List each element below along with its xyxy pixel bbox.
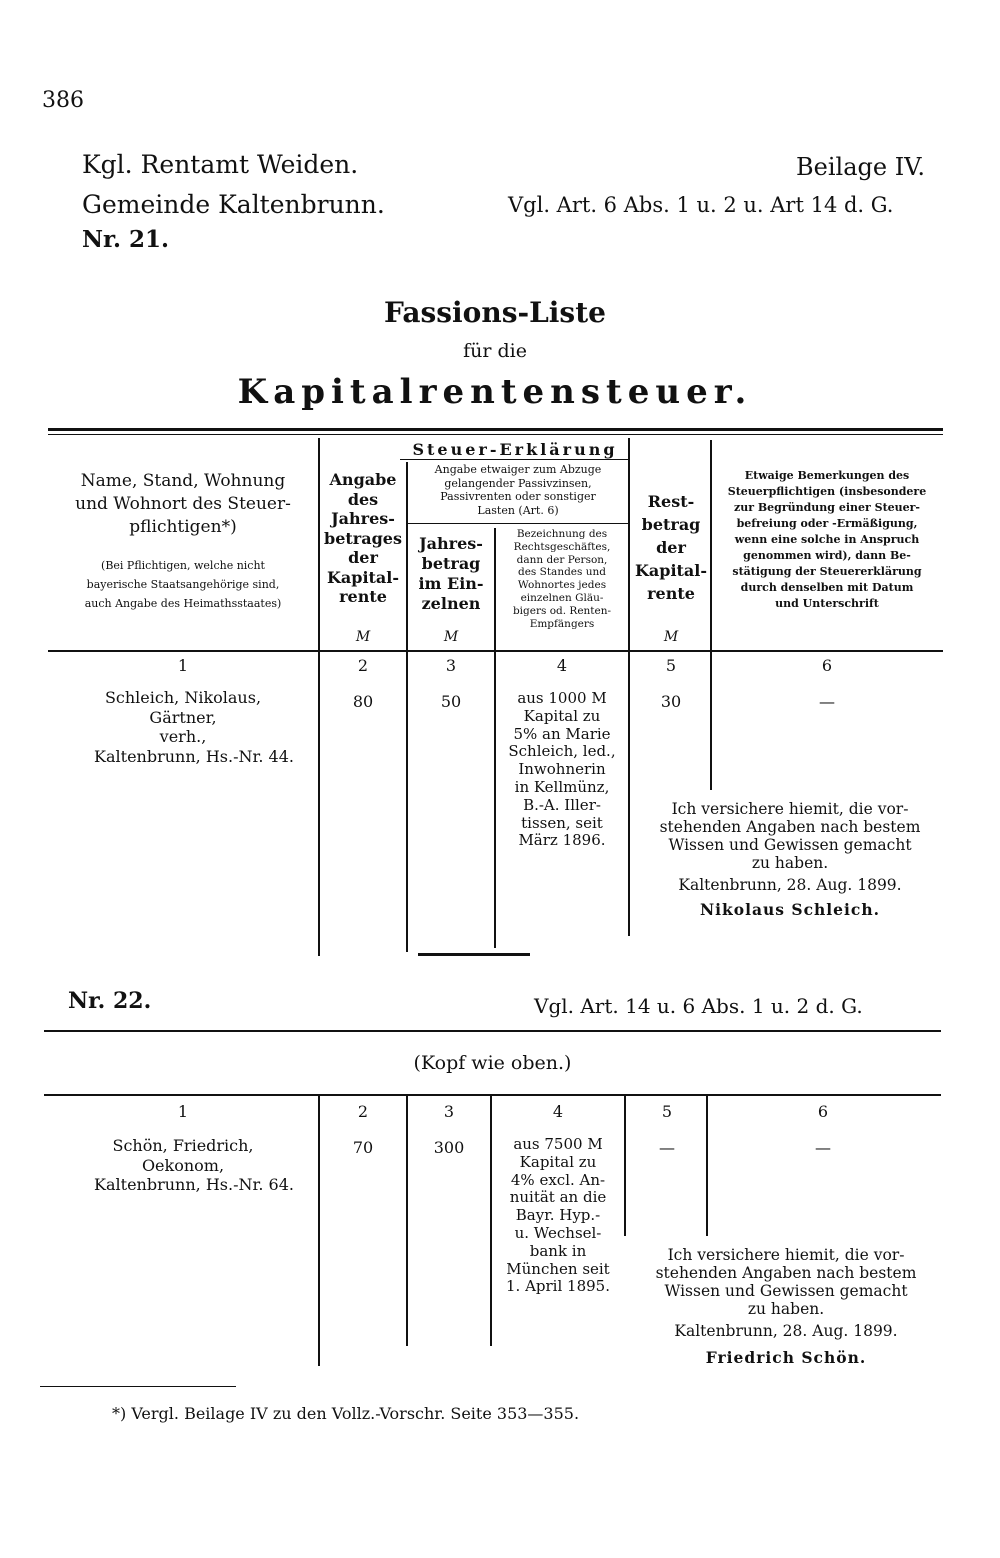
entry2-remarks: — <box>815 1138 831 1157</box>
column-divider-1 <box>318 438 320 956</box>
entry2-column-divider-1 <box>318 1096 320 1366</box>
entry2-signature: Friedrich Schön. <box>705 1348 867 1367</box>
entry2-column-number-3: 3 <box>443 1102 455 1121</box>
entry2-amount: 70 <box>352 1138 374 1157</box>
col6-header: Etwaige Bemerkungen des Steuerpflichtigen (insbesondere zur Begründung einer Steuer- befreiung oder -Ermäßigung, wenn eine solche in Anspruch genommen wird), dann Be- stätigung der Steuererklärung durch denselben mit Datum und Unterschrift <box>727 469 927 610</box>
group-header: Steuer-Erklärung <box>412 440 618 459</box>
entry2-top-rule <box>44 1030 941 1032</box>
currency-col2: M <box>355 629 371 645</box>
attachment-label: Beilage IV. <box>796 153 925 181</box>
column-divider-5 <box>710 440 712 790</box>
column-number-1: 1 <box>177 656 189 675</box>
column-number-4: 4 <box>556 656 568 675</box>
entry1-declaration: Ich versichere hiemit, die vor- stehenden Angaben nach bestem Wissen und Gewissen gemacht zu haben. <box>659 800 921 872</box>
col1-header: Name, Stand, Wohnung und Wohnort des Steuer- pflichtigen*) <box>75 471 291 537</box>
entry2-column-number-6: 6 <box>817 1102 829 1121</box>
tax-title: Kapitalrentensteuer. <box>237 372 753 412</box>
entry2-deduction: 300 <box>433 1138 465 1157</box>
entry1-name: Schleich, Nikolaus, Gärtner, verh., Kaltenbrunn, Hs.-Nr. 44. <box>94 688 294 766</box>
entry2-declaration: Ich versichere hiemit, die vor- stehenden Angaben nach bestem Wissen und Gewissen gemacht zu haben. <box>655 1246 917 1318</box>
page-number: 386 <box>42 88 84 113</box>
entry1-rest: 30 <box>660 692 682 711</box>
entry2-number: Nr. 22. <box>68 988 152 1014</box>
currency-col5: M <box>663 629 679 645</box>
col2-header: Angabe des Jahres- betrages der Kapital- rente <box>324 470 402 606</box>
entry2-column-divider-5 <box>706 1096 708 1236</box>
table-top-rule-thin <box>48 434 943 435</box>
col3-header: Jahres- betrag im Ein- zelnen <box>418 534 484 613</box>
col4-header: Bezeichnung des Rechtsgeschäftes, dann der Person, des Standes und Wohnortes jedes einzelnen Gläu- bigers od. Renten- Empfängers <box>512 528 612 630</box>
currency-col3: M <box>443 629 459 645</box>
entry2-column-divider-4 <box>624 1096 626 1236</box>
column-number-2: 2 <box>357 656 369 675</box>
entry1-deduction: 50 <box>440 692 462 711</box>
col1-header-note: (Bei Pflichtigen, welche nicht bayerische Staatsangehörige sind, auch Angabe des Heimathsstaates) <box>84 559 282 610</box>
column-number-5: 5 <box>665 656 677 675</box>
entry1-amount: 80 <box>352 692 374 711</box>
col5-header: Rest- betrag der Kapital- rente <box>634 492 707 603</box>
entry1-place-date: Kaltenbrunn, 28. Aug. 1899. <box>678 876 902 894</box>
office-name: Kgl. Rentamt Weiden. <box>82 150 359 179</box>
entry2-column-number-1: 1 <box>177 1102 189 1121</box>
subgroup-rule <box>407 523 629 524</box>
entry2-reference: Vgl. Art. 14 u. 6 Abs. 1 u. 2 d. G. <box>534 994 863 1018</box>
entry2-rest: — <box>659 1138 675 1157</box>
entry2-column-divider-2 <box>406 1096 408 1346</box>
column-divider-4 <box>628 438 630 936</box>
table-top-rule <box>48 428 943 431</box>
group-rule <box>400 459 630 460</box>
footnote: *) Vergl. Beilage IV zu den Vollz.-Vorschr. Seite 353—355. <box>112 1404 580 1423</box>
entry1-signature: Nikolaus Schleich. <box>699 900 881 919</box>
column-number-3: 3 <box>445 656 457 675</box>
entry1-remarks: — <box>819 692 835 711</box>
entry2-description: aus 7500 M Kapital zu 4% excl. An- nuität an die Bayr. Hyp.- u. Wechsel- bank in München seit 1. April 1895. <box>506 1135 610 1296</box>
document-title: Fassions-Liste <box>384 296 606 329</box>
entry2-head-note: (Kopf wie oben.) <box>413 1052 572 1074</box>
col34-group-header: Angabe etwaiger zum Abzuge gelangender Passivzinsen, Passivrenten oder sonstiger Lasten (Art. 6) <box>434 463 602 517</box>
entry2-column-number-5: 5 <box>661 1102 673 1121</box>
entry2-header-rule <box>44 1094 941 1096</box>
document-subtitle: für die <box>463 340 527 362</box>
entry1-description: aus 1000 M Kapital zu 5% an Marie Schleich, led., Inwohnerin in Kellmünz, B.-A. Iller- tissen, seit März 1896. <box>508 689 616 850</box>
entry-number: Nr. 21. <box>82 226 170 253</box>
column-number-6: 6 <box>821 656 833 675</box>
footnote-rule <box>40 1386 236 1387</box>
entry2-name: Schön, Friedrich, Oekonom, Kaltenbrunn, Hs.-Nr. 64. <box>94 1136 294 1194</box>
entry-separator <box>418 953 530 956</box>
entry2-column-number-4: 4 <box>552 1102 564 1121</box>
legal-reference: Vgl. Art. 6 Abs. 1 u. 2 u. Art 14 d. G. <box>508 193 894 217</box>
entry2-place-date: Kaltenbrunn, 28. Aug. 1899. <box>674 1322 898 1340</box>
entry2-column-number-2: 2 <box>357 1102 369 1121</box>
municipality-name: Gemeinde Kaltenbrunn. <box>82 190 385 219</box>
